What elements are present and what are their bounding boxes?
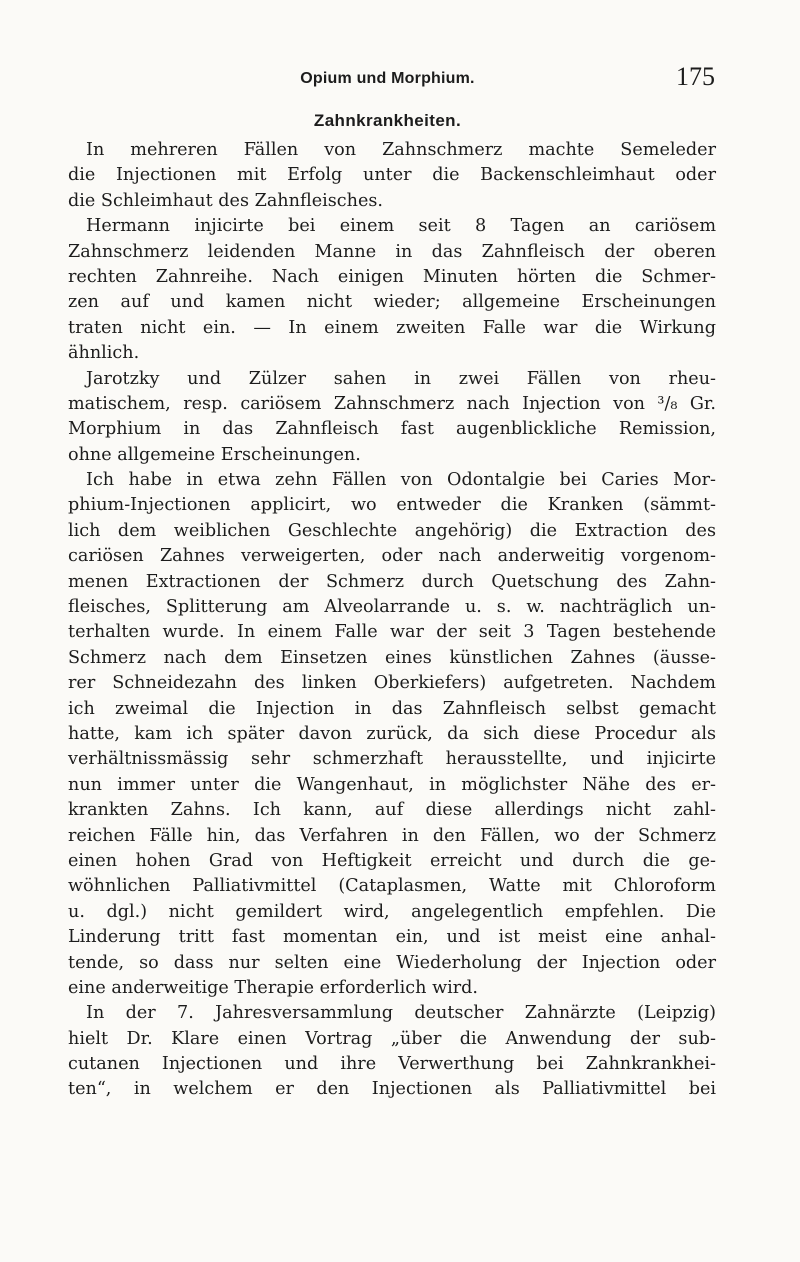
text-line: die Schleimhaut des Zahnfleisches.	[68, 190, 383, 211]
text-line: ähnlich.	[68, 343, 140, 364]
text-line: ten“, in welchem er den Injectionen als Palliativmittel bei	[68, 1079, 716, 1100]
text-line: Hermann injicirte bei einem seit 8 Tagen an cariösem	[86, 216, 716, 237]
text-line: u. dgl.) nicht gemildert wird, angelegentlich empfehlen. Die	[68, 901, 716, 922]
text-line: matischem, resp. cariösem Zahnschmerz nach Injection von ³/₈ Gr.	[68, 393, 716, 414]
text-line: hatte, kam ich später davon zurück, da sich diese Procedur als	[68, 723, 716, 744]
text-line: einen hohen Grad von Heftigkeit erreicht und durch die ge-	[68, 850, 716, 871]
text-line: cariösen Zahnes verweigerten, oder nach anderweitig vorgenom-	[68, 546, 716, 567]
text-line: Zahnschmerz leidenden Manne in das Zahnfleisch der oberen	[68, 241, 716, 262]
running-head	[60, 62, 715, 102]
text-line: verhältnissmässig sehr schmerzhaft herausstellte, und injicirte	[68, 749, 716, 770]
text-line: lich dem weiblichen Geschlechte angehörig) die Extraction des	[68, 520, 716, 541]
text-line: eine anderweitige Therapie erforderlich wird.	[68, 977, 479, 998]
body-text	[68, 138, 716, 1103]
text-line: traten nicht ein. — In einem zweiten Falle war die Wirkung	[68, 317, 716, 338]
text-line: nun immer unter die Wangenhaut, in möglichster Nähe des er-	[68, 774, 716, 795]
text-line: Jarotzky und Zülzer sahen in zwei Fällen von rheu-	[86, 368, 716, 389]
text-line: wöhnlichen Palliativmittel (Cataplasmen, Watte mit Chloroform	[68, 876, 716, 897]
text-line: In der 7. Jahresversammlung deutscher Zahnärzte (Leipzig)	[86, 1003, 716, 1024]
text-line: ohne allgemeine Erscheinungen.	[68, 444, 361, 465]
text-line: zen auf und kamen nicht wieder; allgemeine Erscheinungen	[68, 292, 716, 313]
text-line: cutanen Injectionen und ihre Verwerthung bei Zahnkrankhei-	[68, 1054, 716, 1075]
text-line: Linderung tritt fast momentan ein, und ist meist eine anhal-	[68, 927, 716, 948]
text-line: krankten Zahns. Ich kann, auf diese allerdings nicht zahl-	[68, 800, 716, 821]
text-line: Morphium in das Zahnfleisch fast augenblickliche Remission,	[68, 419, 716, 440]
text-line: Ich habe in etwa zehn Fällen von Odontalgie bei Caries Mor-	[86, 470, 716, 491]
running-title: Opium und Morphium.	[300, 70, 475, 87]
page-number: 175	[676, 62, 715, 91]
text-line: reichen Fälle hin, das Verfahren in den Fällen, wo der Schmerz	[68, 825, 716, 846]
text-line: die Injectionen mit Erfolg unter die Backenschleimhaut oder	[68, 165, 716, 186]
section-heading: Zahnkrankheiten.	[313, 111, 462, 130]
text-line: hielt Dr. Klare einen Vortrag „über die Anwendung der sub-	[68, 1028, 716, 1049]
text-line: In mehreren Fällen von Zahnschmerz machte Semeleder	[86, 140, 716, 160]
text-line: rechten Zahnreihe. Nach einigen Minuten hörten die Schmer-	[68, 266, 716, 287]
text-line: menen Extractionen der Schmerz durch Quetschung des Zahn-	[68, 571, 716, 592]
text-line: ich zweimal die Injection in das Zahnfleisch selbst gemacht	[68, 698, 716, 719]
text-line: terhalten wurde. In einem Falle war der seit 3 Tagen bestehende	[68, 622, 716, 643]
text-line: tende, so dass nur selten eine Wiederholung der Injection oder	[68, 952, 716, 973]
text-line: Schmerz nach dem Einsetzen eines künstlichen Zahnes (äusse-	[68, 647, 716, 668]
text-line: phium-Injectionen applicirt, wo entweder die Kranken (sämmt-	[68, 495, 716, 516]
text-line: rer Schneidezahn des linken Oberkiefers) aufgetreten. Nachdem	[68, 673, 716, 694]
text-line: fleisches, Splitterung am Alveolarrande u. s. w. nachträglich un-	[68, 597, 716, 618]
